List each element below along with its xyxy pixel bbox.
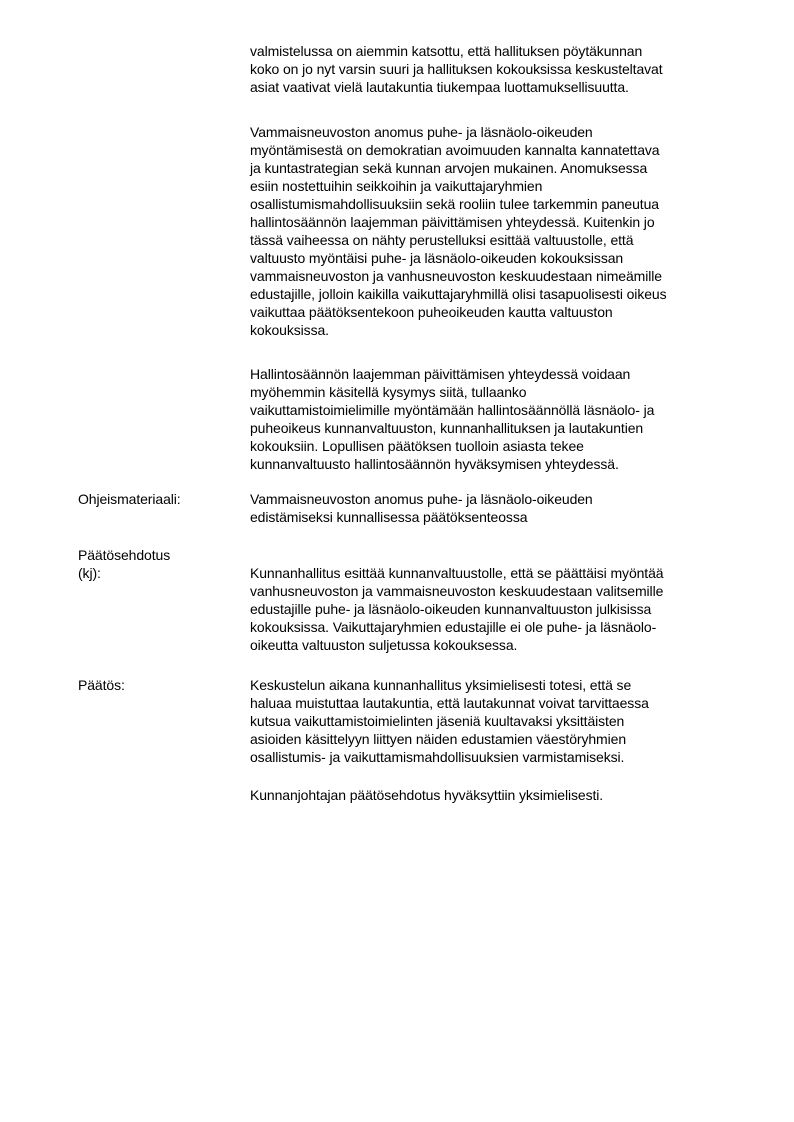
- intro-line: asiat vaativat vielä lautakuntia tiukempaa luottamuksellisuutta.: [250, 79, 629, 95]
- paatosehdotus-line: oikeutta valtuuston suljetussa kokouksessa.: [250, 637, 518, 653]
- paragraph-line: myöntämisestä on demokratian avoimuuden kannalta kannatettava: [250, 142, 660, 158]
- paragraph-line: kokouksiin. Lopullisen päätöksen tuolloin asiasta tekee: [250, 438, 584, 454]
- intro-line: koko on jo nyt varsin suuri ja hallituksen kokouksissa keskusteltavat: [250, 61, 663, 77]
- paragraph-line: valtuusto myöntäisi puhe- ja läsnäolo-oikeuden kokouksissan: [250, 250, 624, 266]
- paragraph-line: Vammaisneuvoston anomus puhe- ja läsnäolo-oikeuden: [250, 124, 593, 140]
- paatos-line: osallistumis- ja vaikuttamismahdollisuuksien varmistamiseksi.: [250, 749, 625, 765]
- paragraph-line: edustajille, jolloin kaikilla vaikuttajaryhmillä olisi tasapuolisesti oikeus: [250, 286, 667, 302]
- paragraph-line: ja kuntastrategian sekä kunnan arvojen mukainen. Anomuksessa: [250, 160, 648, 176]
- paragraph-line: puheoikeus kunnanvaltuuston, kunnanhallituksen ja lautakuntien: [250, 420, 644, 436]
- paatos-line: asioiden käsittelyyn liittyen näiden edustamien väestöryhmien: [250, 731, 627, 747]
- paatosehdotus-line: edustajille puhe- ja läsnäolo-oikeuden kunnanvaltuuston julkisissa: [250, 601, 652, 617]
- paragraph-line: esiin nostettuihin seikkoihin ja vaikuttajaryhmien: [250, 178, 543, 194]
- paatosehdotus-line: kokouksissa. Vaikuttajaryhmien edustajille ei ole puhe- ja läsnäolo-: [250, 619, 657, 635]
- paatos-line: kutsua vaikuttamistoimielinten jäseniä kuultavaksi yksittäisten: [250, 713, 625, 729]
- paragraph-line: vaikuttamistoimielimille myöntämään hallintosäännöllä läsnäolo- ja: [250, 402, 655, 418]
- paragraph-line: kunnanvaltuusto hallintosäännön hyväksymisen yhteydessä.: [250, 456, 619, 472]
- paragraph-line: vaikuttaa päätöksentekoon puheoikeuden kautta valtuuston: [250, 304, 613, 320]
- intro-line: valmistelussa on aiemmin katsottu, että hallituksen pöytäkunnan: [250, 43, 643, 59]
- paatosehdotus-line: vanhusneuvoston ja vammaisneuvoston keskuudestaan valitsemille: [250, 583, 664, 599]
- paragraph-line: Hallintosäännön laajemman päivittämisen yhteydessä voidaan: [250, 366, 631, 382]
- ohjeismateriaali-line: edistämiseksi kunnallisessa päätöksenteossa: [250, 509, 528, 525]
- ohjeismateriaali-line: Vammaisneuvoston anomus puhe- ja läsnäolo-oikeuden: [250, 491, 593, 507]
- paragraph-line: tässä vaiheessa on nähty perustelluksi esittää valtuustolle, että: [250, 232, 634, 248]
- paragraph-line: osallistumismahdollisuuksiin sekä rooliin tulee tarkemmin paneutua: [250, 196, 659, 212]
- section-label-paatosehdotus: Päätösehdotus: [78, 547, 171, 563]
- paatosehdotus-line: Kunnanhallitus esittää kunnanvaltuustolle, että se päättäisi myöntää: [250, 565, 664, 581]
- paragraph-line: hallintosäännön laajemman päivittämisen yhteydessä. Kuitenkin jo: [250, 214, 655, 230]
- paatos-line: haluaa muistuttaa lautakuntia, että lautakunnat voivat tarvittaessa: [250, 695, 649, 711]
- paragraph-line: vammaisneuvoston ja vanhusneuvoston keskuudestaan nimeämille: [250, 268, 662, 284]
- section-label-paatosehdotus-kj: (kj):: [78, 565, 101, 581]
- section-label-paatos: Päätös:: [78, 677, 125, 693]
- paragraph-line: myöhemmin käsitellä kysymys siitä, tullaanko: [250, 384, 527, 400]
- paatos-final-line: Kunnanjohtajan päätösehdotus hyväksyttiin yksimielisesti.: [250, 787, 604, 803]
- section-label-ohjeismateriaali: Ohjeismateriaali:: [78, 491, 181, 507]
- paragraph-line: kokouksissa.: [250, 322, 329, 338]
- paatos-line: Keskustelun aikana kunnanhallitus yksimielisesti totesi, että se: [250, 677, 632, 693]
